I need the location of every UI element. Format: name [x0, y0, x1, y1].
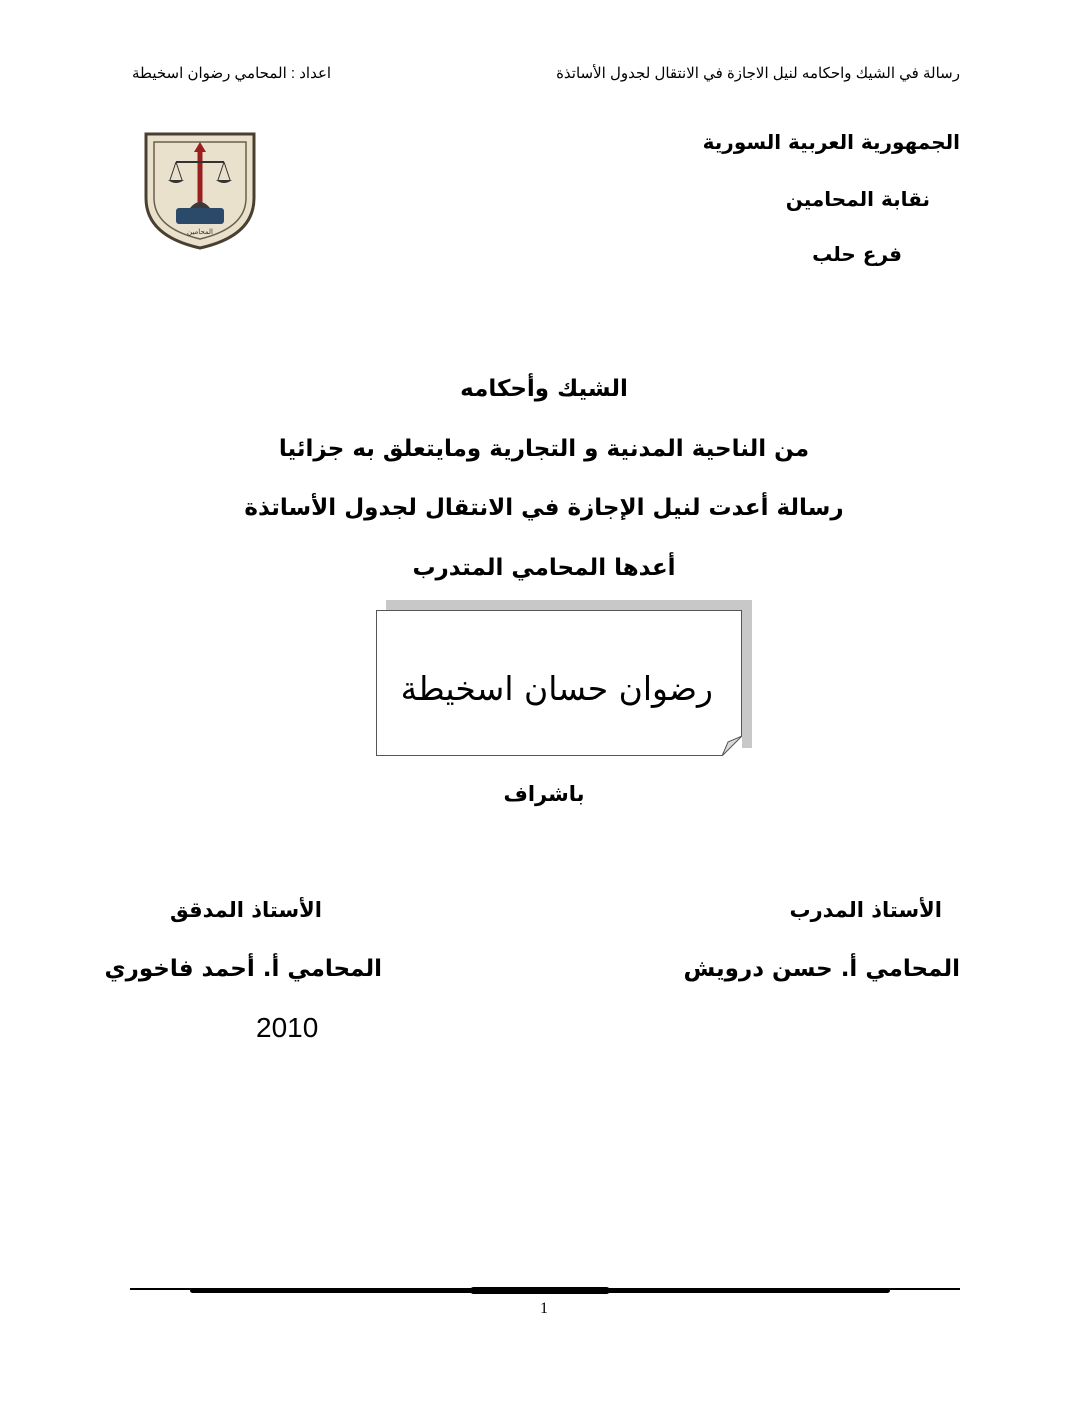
header-author: اعداد : المحامي رضوان اسخيطة — [132, 65, 332, 82]
branch-name: فرع حلب — [812, 242, 902, 266]
document-title: الشيك وأحكامه — [460, 376, 628, 402]
footer-rule-center — [470, 1287, 610, 1294]
page-fold-icon — [722, 736, 742, 756]
author-name: رضوان حسان اسخيطة — [400, 669, 713, 708]
year: 2010 — [256, 1012, 319, 1043]
supervision-label: باشراف — [503, 782, 585, 806]
trainer-name: المحامي أ. حسن درويش — [683, 956, 960, 982]
author-name-box — [376, 610, 742, 756]
auditor-name: المحامي أ. أحمد فاخوري — [104, 956, 382, 982]
country-name: الجمهورية العربية السورية — [702, 130, 960, 154]
trainer-title: الأستاذ المدرب — [789, 898, 942, 922]
emblem-text: المحامين — [187, 228, 213, 236]
page-number: 1 — [540, 1300, 548, 1317]
bar-association-emblem-icon — [140, 128, 260, 252]
header-title: رسالة في الشيك واحكامه لنيل الاجازة في الانتقال لجدول الأساتذة — [556, 65, 960, 82]
auditor-title: الأستاذ المدقق — [169, 898, 322, 922]
thesis-purpose: رسالة أعدت لنيل الإجازة في الانتقال لجدول الأساتذة — [244, 495, 844, 521]
document-subtitle: من الناحية المدنية و التجارية ومايتعلق به جزائيا — [278, 436, 810, 462]
prepared-by-label: أعدها المحامي المتدرب — [412, 555, 676, 581]
syndicate-name: نقابة المحامين — [785, 187, 930, 211]
